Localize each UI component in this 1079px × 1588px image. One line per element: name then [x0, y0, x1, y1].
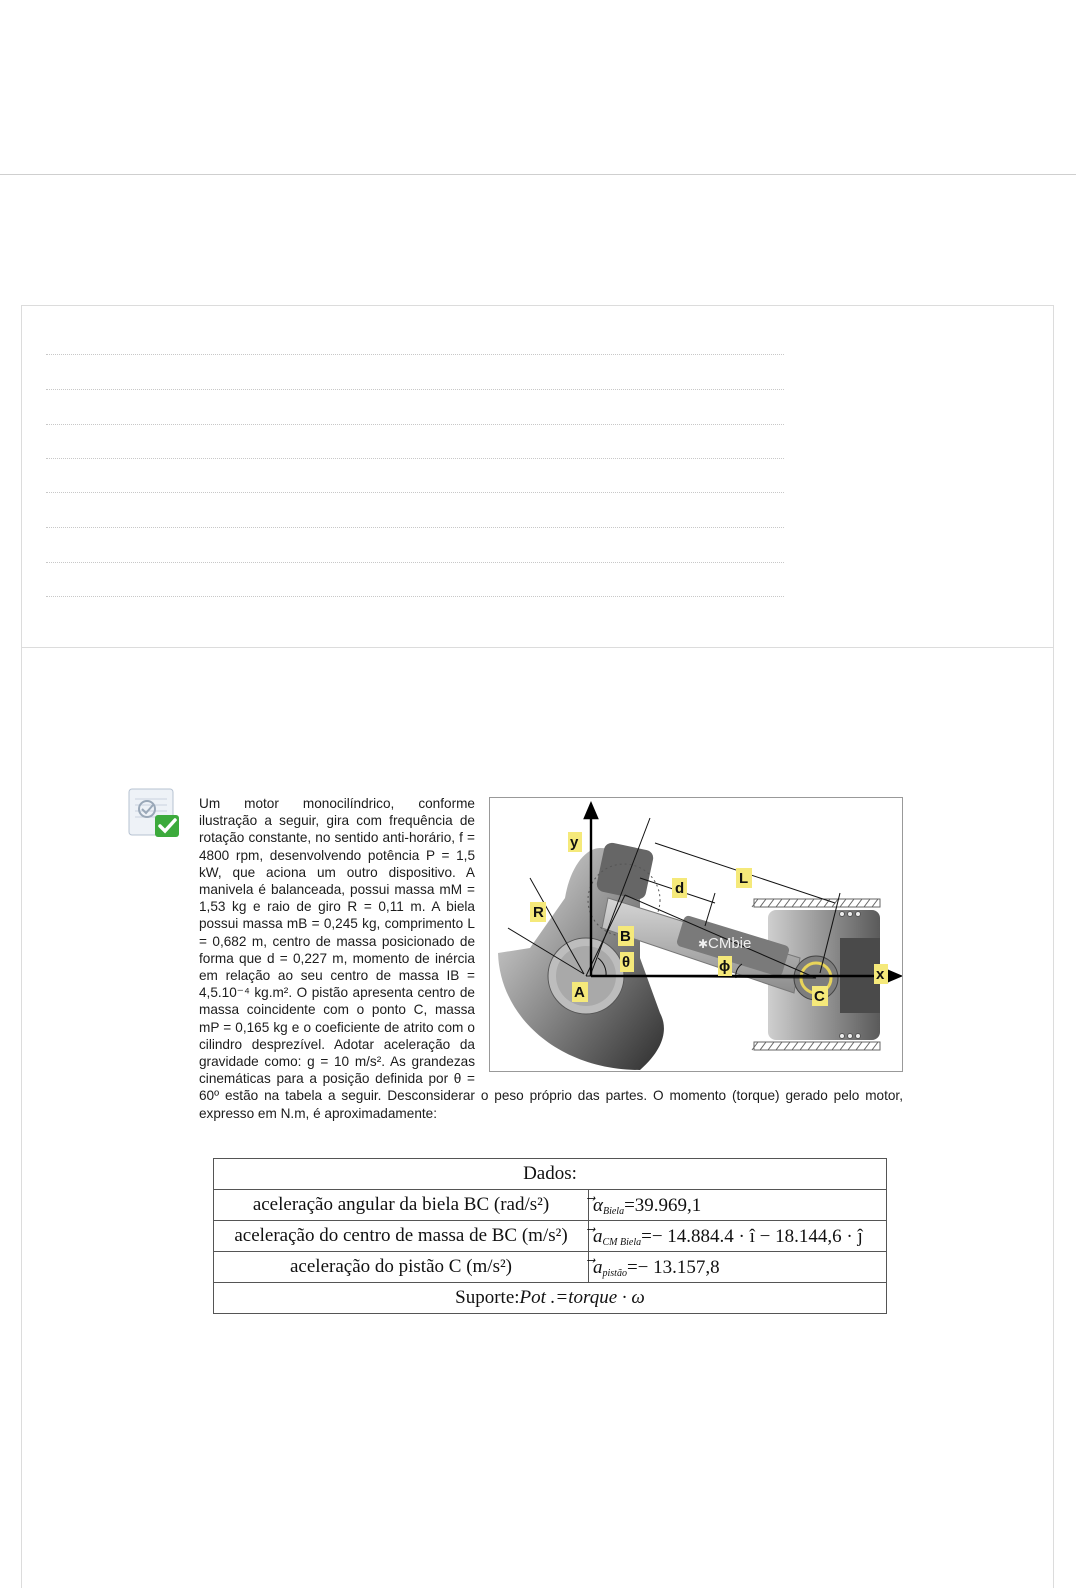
question-statement — [199, 795, 903, 1122]
info-row — [46, 458, 784, 459]
row-value: $a_{CM Biela}=- 14.884.4$ · î − 18.144,6 · ĵ — [589, 1221, 887, 1252]
label-L: L — [739, 870, 749, 887]
label-d: d — [675, 880, 685, 897]
info-row — [46, 596, 784, 597]
row-value: $\alpha_{Biela}=39.969,1$ — [589, 1190, 887, 1221]
table-row — [214, 1221, 887, 1252]
info-row — [46, 492, 784, 493]
label-theta: θ — [622, 954, 631, 971]
label-C: C — [814, 988, 825, 1005]
label-cm-biela: CMbie — [708, 935, 752, 952]
svg-text:✱: ✱ — [698, 937, 709, 951]
info-row — [46, 562, 784, 563]
figure-placeholder — [485, 793, 903, 1077]
data-table — [213, 1158, 887, 1314]
row-label: aceleração do centro de massa de BC (m/s²) — [214, 1221, 589, 1252]
row-label: aceleração do pistão C (m/s²) — [214, 1252, 589, 1283]
label-R: R — [533, 904, 544, 921]
header-divider — [0, 174, 1076, 175]
info-row — [46, 354, 784, 355]
table-row — [214, 1190, 887, 1221]
label-y: y — [570, 834, 579, 851]
row-value: $a_{pistão}=- 13.157,8$ — [589, 1252, 887, 1283]
table-header: Dados: — [214, 1159, 887, 1190]
table-row — [214, 1252, 887, 1283]
info-row — [46, 424, 784, 425]
row-label: aceleração angular da biela BC (rad/s²) — [214, 1190, 589, 1221]
info-row — [46, 527, 784, 528]
label-A: A — [574, 984, 585, 1001]
label-B: B — [620, 928, 631, 945]
table-footer: Suporte:Pot .=torque · ω — [214, 1283, 887, 1314]
info-panel — [21, 305, 1054, 648]
answered-check-icon — [127, 787, 183, 841]
info-row — [46, 389, 784, 390]
question-paragraph: Um motor monocilíndrico, conforme ilustração a seguir, gira com frequência de rotação constante, no sentido anti-horário, f = 4800 rpm, desenvolvendo potência P = 1,5 kW, que aciona um outro dispositivo. A manivela é balanceada, possui massa mM = 1,53 kg e raio de giro R = 0,11 m. A biela possui massa mB = 0,245 kg, comprimento L = 0,682 m, centro de massa posicionado de forma que d = 0,227 m, momento de inércia em relação ao seu centro de massa IB = 4,5.10⁻⁴ kg.m². O pistão apresenta centro de massa coincidente com o ponto C, massa mP = 0,165 kg e o coeficiente de atrito com o cilindro desprezível. Adotar aceleração da gravidade como: g = 10 m/s². As grandezas cinemáticas para a posição definida por θ = 60º estão na tabela a seguir. Desconsiderar o peso próprio das partes. O momento (torque) gerado pelo motor, expresso em N.m, é aproximadamente: — [199, 796, 903, 1121]
label-x: x — [876, 966, 885, 983]
label-phi: ϕ — [719, 958, 731, 975]
